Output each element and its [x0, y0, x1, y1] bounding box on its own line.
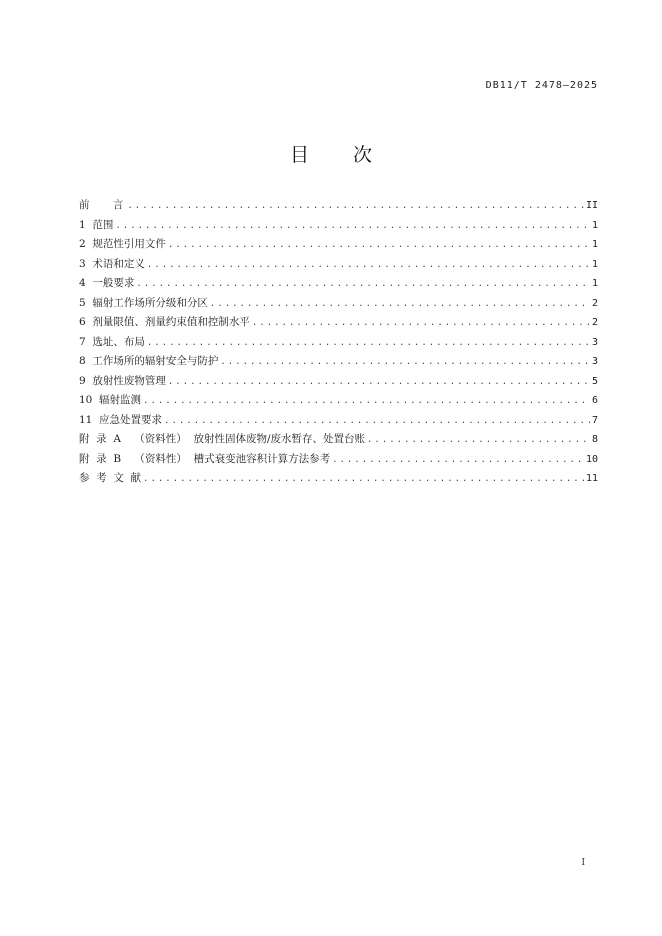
toc-entry-label: 11 应急处置要求 [79, 413, 163, 426]
toc-entry-radiation-safety[interactable] [79, 352, 598, 372]
toc-entry-label: 参 考 文 献 [79, 472, 142, 484]
leader-dots [210, 295, 590, 315]
leader-dots [332, 451, 584, 471]
toc-entry-appendix-a[interactable] [79, 430, 598, 450]
leader-dots [147, 256, 590, 276]
toc-entry-label: 9 放射性废物管理 [79, 374, 166, 387]
toc-entry-appendix-b[interactable] [79, 450, 598, 470]
toc-entry-label: 7 选址、布局 [79, 335, 145, 348]
leader-dots [164, 412, 590, 432]
toc-entry-page: 8 [591, 434, 598, 445]
toc-entry-terms-definitions[interactable] [79, 255, 598, 275]
toc-entry-scope[interactable] [79, 216, 598, 236]
toc-entry-page: 6 [591, 395, 598, 406]
leader-dots [115, 217, 590, 237]
toc-entry-label: 8 工作场所的辐射安全与防护 [79, 355, 219, 367]
toc-entry-label: 2 规范性引用文件 [79, 238, 166, 250]
toc-entry-bibliography[interactable] [79, 469, 598, 489]
leader-dots [136, 275, 590, 295]
toc-entry-label: 前 言 [79, 199, 126, 211]
toc-entry-label: 6 剂量限值、剂量约束值和控制水平 [79, 316, 250, 328]
page-title [0, 140, 662, 167]
toc-entry-label: 5 辐射工作场所分级和分区 [79, 296, 208, 309]
leader-dots [168, 236, 590, 256]
toc-entry-general-requirements[interactable] [79, 274, 598, 294]
leader-dots [147, 334, 590, 354]
leader-dots [220, 353, 590, 373]
toc-entry-page: 10 [585, 453, 598, 465]
toc-entry-site-layout[interactable] [79, 333, 598, 353]
toc-entry-page: II [585, 200, 598, 211]
leader-dots [127, 197, 584, 217]
toc-entry-emergency-response[interactable] [79, 411, 598, 431]
standard-code: DB11/T 2478—2025 [485, 80, 598, 91]
toc-entry-label: 10 辐射监测 [79, 394, 142, 406]
toc-entry-page: 1 [591, 219, 598, 231]
toc-entry-page: 3 [591, 356, 598, 367]
title-part-1: 目 [289, 144, 309, 166]
leader-dots [143, 470, 584, 490]
toc-entry-workplace-classification[interactable] [79, 294, 598, 314]
toc-entry-normative-references[interactable] [79, 235, 598, 255]
leader-dots [143, 392, 590, 412]
toc-entry-page: 1 [591, 239, 598, 250]
toc-entry-page: 1 [591, 278, 598, 289]
toc-entry-label: 3 术语和定义 [79, 257, 145, 270]
toc-entry-label: 附 录 B （资料性） 槽式衰变池容积计算方法参考 [79, 452, 331, 465]
toc-entry-page: 2 [591, 317, 598, 328]
toc-entry-label: 附 录 A （资料性） 放射性固体废物/废水暂存、处置台账 [79, 433, 365, 445]
toc-entry-radiation-monitoring[interactable] [79, 391, 598, 411]
table-of-contents [79, 196, 598, 489]
leader-dots [367, 431, 590, 451]
leader-dots [168, 373, 590, 393]
title-part-2: 次 [353, 144, 373, 166]
toc-entry-waste-management[interactable] [79, 372, 598, 392]
leader-dots [252, 314, 590, 334]
toc-entry-dose-limits[interactable] [79, 313, 598, 333]
toc-entry-label: 1 范围 [79, 218, 114, 231]
page-number: I [581, 858, 585, 868]
toc-entry-page: 2 [591, 297, 598, 309]
toc-entry-page: 1 [591, 258, 598, 270]
toc-entry-page: 5 [591, 375, 598, 387]
toc-entry-foreword[interactable] [79, 196, 598, 216]
toc-entry-label: 4 一般要求 [79, 277, 135, 289]
toc-entry-page: 11 [585, 473, 598, 484]
toc-entry-page: 3 [591, 336, 598, 348]
toc-entry-page: 7 [591, 414, 598, 426]
